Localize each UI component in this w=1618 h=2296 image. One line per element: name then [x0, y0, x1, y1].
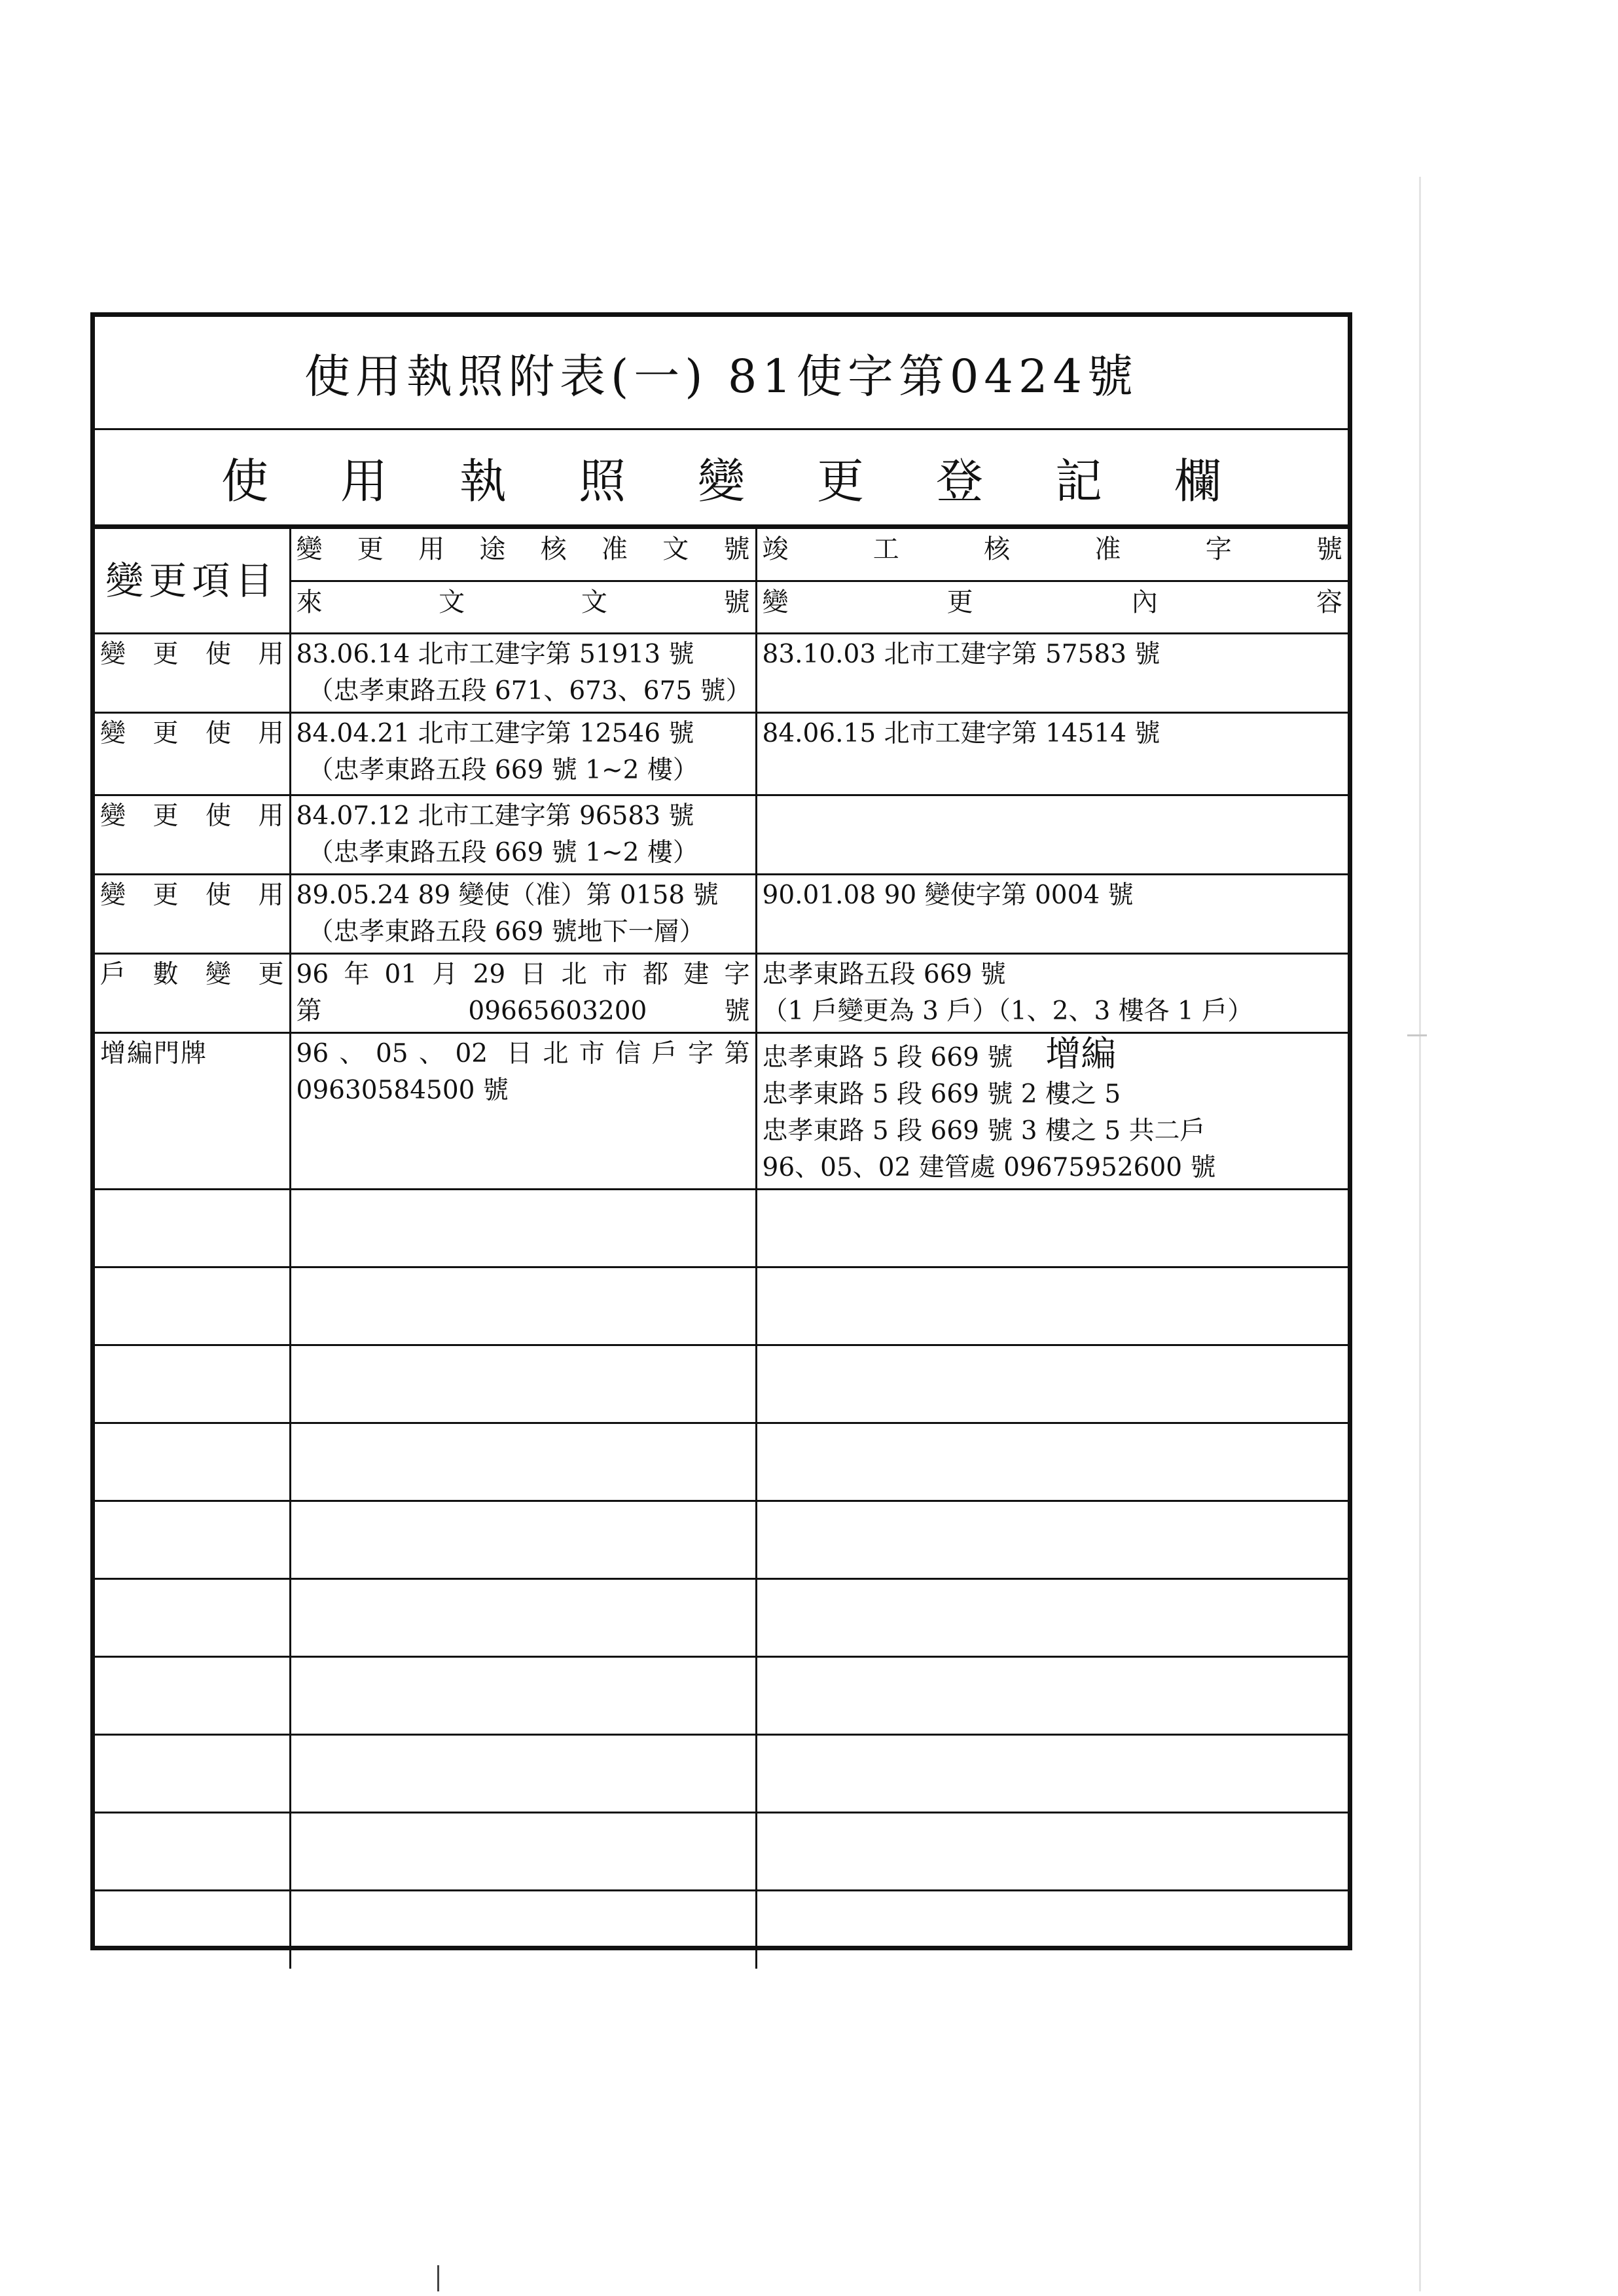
result-text: 忠孝東路 5 段 669 號	[762, 1043, 1013, 1072]
blank-row	[95, 1345, 1348, 1423]
blank-cell	[95, 1345, 290, 1423]
approval-doc-cell	[290, 634, 756, 713]
result-line	[762, 1033, 1343, 1076]
blank-cell	[95, 1657, 290, 1735]
doc-line: （忠孝東路五段 671、673、675 號）	[308, 676, 751, 706]
license-change-form	[90, 312, 1352, 1950]
doc-line: 84.04.21 北市工建字第 12546 號	[296, 719, 694, 748]
doc-line: （忠孝東路五段 669 號 1~2 樓）	[308, 838, 698, 867]
blank-cell	[95, 1735, 290, 1813]
completion-cell	[756, 954, 1348, 1033]
blank-row	[95, 1891, 1348, 1969]
header-row-top	[95, 528, 1348, 581]
blank-row	[95, 1579, 1348, 1657]
blank-row	[95, 1190, 1348, 1267]
result-line: 84.06.15 北市工建字第 14514 號	[762, 719, 1160, 748]
blank-cell	[290, 1345, 756, 1423]
blank-cell	[756, 1657, 1348, 1735]
blank-cell	[95, 1423, 290, 1501]
blank-row	[95, 1735, 1348, 1813]
approval-doc-cell	[290, 795, 756, 875]
change-item-cell: 變更使用	[95, 713, 290, 795]
header-change-item: 變更項目	[95, 528, 290, 634]
doc-line: （忠孝東路五段 669 號 1~2 樓）	[308, 756, 698, 785]
doc-line: 96、05、02 日北市信戶字第	[296, 1039, 750, 1068]
scan-bottom-mark	[437, 2265, 439, 2291]
scan-tick-mark	[1407, 1034, 1427, 1036]
table-row	[95, 634, 1348, 713]
header-incoming-doc-no: 來文文號	[290, 581, 756, 634]
form-title: 使用執照附表(一) 81使字第0424號	[95, 317, 1348, 430]
blank-row	[95, 1657, 1348, 1735]
blank-cell	[290, 1423, 756, 1501]
approval-doc-cell	[290, 954, 756, 1033]
result-line: （1 戶變更為 3 戶）（1、2、3 樓各 1 戶）	[762, 996, 1253, 1026]
blank-cell	[290, 1501, 756, 1579]
change-item-cell: 變更使用	[95, 875, 290, 954]
blank-cell	[290, 1579, 756, 1657]
blank-row	[95, 1423, 1348, 1501]
header-approval-doc-no: 變更用途核准文號	[290, 528, 756, 581]
approval-doc-cell	[290, 875, 756, 954]
result-line: 忠孝東路五段 669 號	[762, 960, 1006, 989]
blank-cell	[290, 1891, 756, 1969]
table-row	[95, 795, 1348, 875]
doc-line: （忠孝東路五段 669 號地下一層）	[308, 917, 705, 947]
blank-cell	[95, 1813, 290, 1891]
blank-cell	[756, 1190, 1348, 1267]
table-row	[95, 1033, 1348, 1190]
doc-line: 96年01月29日北市都建字	[296, 960, 750, 989]
change-item-cell: 增編門牌	[95, 1033, 290, 1190]
blank-cell	[756, 1735, 1348, 1813]
result-line: 96、05、02 建管處 09675952600 號	[762, 1153, 1216, 1182]
blank-cell	[95, 1190, 290, 1267]
approval-doc-cell	[290, 1033, 756, 1190]
result-line: 忠孝東路 5 段 669 號 2 樓之 5	[762, 1080, 1121, 1109]
blank-row	[95, 1501, 1348, 1579]
completion-cell	[756, 875, 1348, 954]
blank-cell	[95, 1267, 290, 1345]
table-row	[95, 713, 1348, 795]
blank-cell	[290, 1813, 756, 1891]
header-change-content: 變更內容	[756, 581, 1348, 634]
scan-edge-line	[1419, 177, 1421, 2291]
doc-line: 89.05.24 89 變使（准）第 0158 號	[296, 881, 719, 910]
result-line: 90.01.08 90 變使字第 0004 號	[762, 881, 1134, 910]
completion-cell	[756, 634, 1348, 713]
blank-cell	[756, 1579, 1348, 1657]
blank-cell	[290, 1190, 756, 1267]
blank-cell	[756, 1501, 1348, 1579]
blank-cell	[290, 1657, 756, 1735]
table-row	[95, 875, 1348, 954]
blank-cell	[756, 1423, 1348, 1501]
completion-cell	[756, 795, 1348, 875]
form-subtitle: 使用執照變更登記欄	[95, 430, 1348, 527]
blank-cell	[756, 1267, 1348, 1345]
doc-line: 09630584500 號	[296, 1076, 509, 1105]
header-completion-approval-no: 竣工核准字號	[756, 528, 1348, 581]
blank-cell	[756, 1813, 1348, 1891]
change-item-cell: 變更使用	[95, 795, 290, 875]
completion-cell	[756, 713, 1348, 795]
change-item-cell: 戶數變更	[95, 954, 290, 1033]
blank-cell	[756, 1345, 1348, 1423]
blank-cell	[95, 1579, 290, 1657]
approval-doc-cell	[290, 713, 756, 795]
doc-line: 83.06.14 北市工建字第 51913 號	[296, 640, 694, 669]
result-line: 83.10.03 北市工建字第 57583 號	[762, 640, 1160, 669]
blank-cell	[290, 1267, 756, 1345]
blank-cell	[95, 1501, 290, 1579]
table-row	[95, 954, 1348, 1033]
doc-line: 84.07.12 北市工建字第 96583 號	[296, 801, 694, 831]
change-record-table	[95, 527, 1348, 1969]
change-item-cell: 變更使用	[95, 634, 290, 713]
blank-row	[95, 1267, 1348, 1345]
blank-cell	[290, 1735, 756, 1813]
result-line: 忠孝東路 5 段 669 號 3 樓之 5 共二戶	[762, 1116, 1206, 1146]
handwritten-note: 增編	[1045, 1033, 1117, 1074]
blank-row	[95, 1813, 1348, 1891]
doc-line: 第 09665603200 號	[296, 996, 750, 1026]
blank-cell	[756, 1891, 1348, 1969]
completion-cell	[756, 1033, 1348, 1190]
blank-cell	[95, 1891, 290, 1969]
